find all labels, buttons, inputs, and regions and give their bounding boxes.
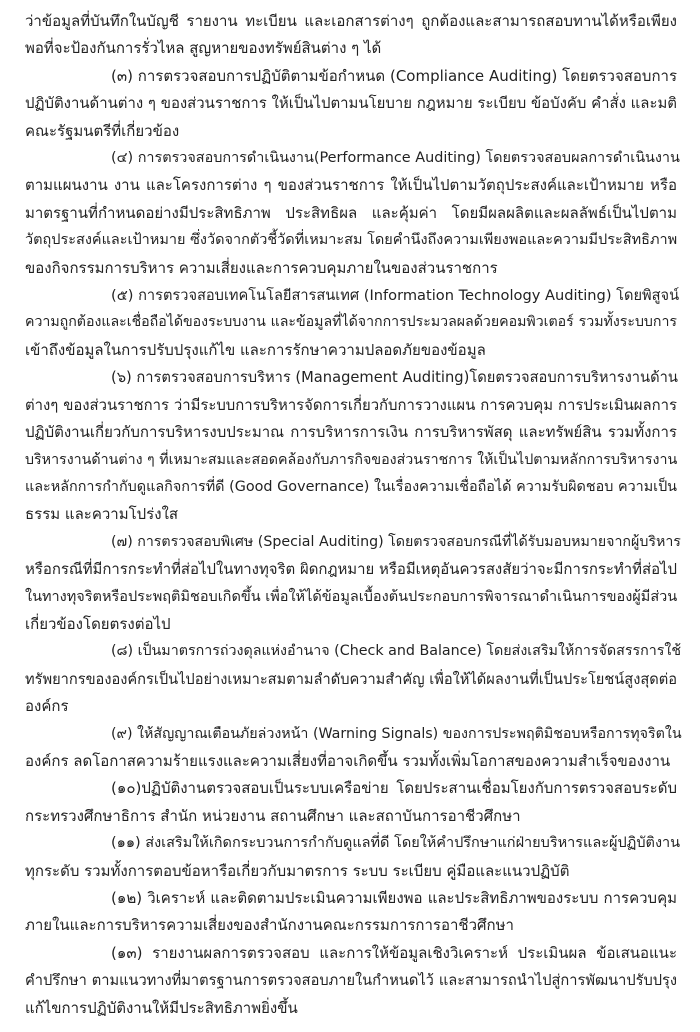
text-line: วัตถุประสงค์และเป้าหมาย ซึ่งวัดจากตัวชี้วัดที่เหมาะสม โดยคำนึงถึงความเพียงพอและความมีประสิทธิภาพ bbox=[25, 232, 678, 249]
text-line: ทรัพยากรขององค์กรเป็นไปอย่างเหมาะสมตามลำดับความสำคัญ เพื่อให้ได้ผลงานที่เป็นประโยชน์สูงสุดต่อ bbox=[25, 670, 677, 688]
paragraph-item-6-management-auditing bbox=[25, 364, 677, 528]
text-line: (๖) การตรวจสอบการบริหาร (Management Auditing)โดยตรวจสอบการบริหารงานด้าน bbox=[111, 369, 678, 387]
text-line: และหลักการกำกับดูแลกิจการที่ดี (Good Governance) ในเรื่องความเชื่อถือได้ ความรับผิดชอบ ความเป็น bbox=[25, 478, 677, 495]
paragraph-item-7-special-auditing bbox=[25, 529, 681, 639]
text-line: (๑๑) ส่งเสริมให้เกิดกระบวนการกำกับดูแลที่ดี โดยให้คำปรึกษาแก่ฝ่ายบริหารและผู้ปฏิบัติงาน bbox=[111, 835, 681, 852]
paragraph-item-11-governance bbox=[25, 830, 681, 885]
paragraph-item-4-performance-auditing bbox=[25, 145, 680, 282]
paragraph-item-12-analysis bbox=[25, 885, 677, 940]
text-line: คำปรึกษา ตามแนวทางที่มาตรฐานการตรวจสอบภายในกำหนดไว้ และสามารถนำไปสู่การพัฒนาปรับปรุง bbox=[25, 972, 677, 990]
text-line: คณะรัฐมนตรีที่เกี่ยวข้อง bbox=[25, 121, 180, 140]
text-line: ของกิจกรรมการบริหาร ความเสี่ยงและการควบคุมภายในของส่วนราชการ bbox=[25, 258, 498, 277]
text-line: (๑๐)ปฏิบัติงานตรวจสอบเป็นระบบเครือข่าย โดยประสานเชื่อมโยงกับการตรวจสอบระดับ bbox=[111, 779, 677, 798]
text-line: ต่างๆ ของส่วนราชการ ว่ามีระบบการบริหารจัดการเกี่ยวกับการวางแผน การควบคุม การประเมินผลการ bbox=[25, 395, 677, 414]
text-line: (๘) เป็นมาตรการถ่วงดุลแห่งอำนาจ (Check and Balance) โดยส่งเสริมให้การจัดสรรการใช้ bbox=[111, 643, 682, 660]
text-line: ในทางทุจริตหรือประพฤติมิชอบเกิดขึ้น เพื่อให้ได้ข้อมูลเบื้องต้นประกอบการพิจารณาดำเนินการของผู้มีส่วน bbox=[25, 588, 678, 605]
text-line: (๙) ให้สัญญาณเตือนภัยล่วงหน้า (Warning Signals) ของการประพฤติมิชอบหรือการทุจริตใน bbox=[111, 725, 682, 742]
text-line: เกี่ยวข้องโดยตรงต่อไป bbox=[25, 614, 171, 633]
paragraph-item-3-compliance-auditing bbox=[25, 63, 677, 145]
text-line: ปฏิบัติงานเกี่ยวกับการบริหารงบประมาณ การบริหารการเงิน การบริหารพัสดุ และทรัพย์สิน รวมทั้งการ bbox=[25, 423, 677, 442]
text-line: (๓) การตรวจสอบการปฏิบัติตามข้อกำหนด (Compliance Auditing) โดยตรวจสอบการ bbox=[111, 66, 677, 85]
text-line: ว่าข้อมูลที่บันทึกในบัญชี รายงาน ทะเบียน และเอกสารต่างๆ ถูกต้องและสามารถสอบทานได้หรือเพียง bbox=[25, 12, 677, 30]
paragraph-item-13-reporting bbox=[25, 940, 677, 1022]
text-line: (๗) การตรวจสอบพิเศษ (Special Auditing) โดยตรวจสอบกรณีที่ได้รับมอบหมายจากผู้บริหาร bbox=[111, 533, 681, 550]
text-line: ภายในและการบริหารความเสี่ยงของสำนักงานคณะกรรมการการอาชีวศึกษา bbox=[25, 916, 514, 935]
text-line: องค์กร ลดโอกาสความร้ายแรงและความเสี่ยงที่อาจเกิดขึ้น รวมทั้งเพิ่มโอกาสของความสำเร็จของงาน bbox=[25, 751, 671, 770]
text-line: ความถูกต้องและเชื่อถือได้ของระบบงาน และข้อมูลที่ได้จากการประมวลผลด้วยคอมพิวเตอร์ รวมทั้งระบบการ bbox=[25, 314, 677, 331]
paragraph-continuation bbox=[25, 8, 677, 63]
text-line: หรือกรณีที่มีการกระทำที่ส่อไปในทางทุจริต ผิดกฎหมาย หรือมีเหตุอันควรสงสัยว่าจะมีการกระทำที่ส่อไป bbox=[25, 560, 678, 579]
text-line: เข้าถึงข้อมูลในการปรับปรุงแก้ไข และการรักษาความปลอดภัยของข้อมูล bbox=[25, 340, 486, 359]
text-line: ปฏิบัติงานด้านต่าง ๆ ของส่วนราชการ ให้เป็นไปตามนโยบาย กฎหมาย ระเบียบ ข้อบังคับ คำสั่ง และมติ bbox=[25, 94, 677, 113]
text-line: พอที่จะป้องกันการรั่วไหล สูญหายของทรัพย์สินต่าง ๆ ได้ bbox=[25, 39, 382, 58]
paragraph-item-9-warning-signals bbox=[25, 721, 682, 776]
text-line: (๑๓) รายงานผลการตรวจสอบ และการให้ข้อมูลเชิงวิเคราะห์ ประเมินผล ข้อเสนอแนะ bbox=[111, 943, 677, 962]
text-line: บริหารงานด้านต่าง ๆ ที่เหมาะสมและสอดคล้องกับภารกิจของส่วนราชการ ให้เป็นไปตามหลักการบริหารงาน bbox=[25, 451, 678, 468]
paragraph-item-8-check-and-balance bbox=[25, 638, 682, 720]
document-page bbox=[25, 8, 682, 1022]
text-line: องค์กร bbox=[25, 697, 69, 716]
text-line: (๑๒) วิเคราะห์ และติดตามประเมินความเพียงพอ และประสิทธิภาพของระบบ การควบคุม bbox=[111, 889, 677, 907]
paragraph-item-5-it-auditing bbox=[25, 282, 680, 364]
text-line: ตามแผนงาน งาน และโครงการต่าง ๆ ของส่วนราชการ ให้เป็นไปตามวัตถุประสงค์และเป้าหมาย หรือ bbox=[25, 176, 677, 195]
text-line: แก้ไขการปฏิบัติงานให้มีประสิทธิภาพยิ่งขึ้น bbox=[25, 998, 298, 1017]
text-line: มาตรฐานที่กำหนดอย่างมีประสิทธิภาพ ประสิทธิผล และคุ้มค่า โดยมีผลผลิตและผลลัพธ์เป็นไปตาม bbox=[25, 203, 677, 222]
text-line: ทุกระดับ รวมทั้งการตอบข้อหารือเกี่ยวกับมาตรการ ระบบ ระเบียบ คู่มือและแนวปฏิบัติ bbox=[25, 861, 570, 880]
text-line: กระทรวงศึกษาธิการ สำนัก หน่วยงาน สถานศึกษา และสถาบันการอาชีวศึกษา bbox=[25, 806, 521, 825]
text-line: (๔) การตรวจสอบการดำเนินงาน(Performance Auditing) โดยตรวจสอบผลการดำเนินงาน bbox=[111, 150, 680, 167]
text-line: ธรรม และความโปร่งใส bbox=[25, 505, 179, 524]
paragraph-item-10-network-auditing bbox=[25, 775, 677, 830]
text-line: (๕) การตรวจสอบเทคโนโลยีสารสนเทศ (Information Technology Auditing) โดยพิสูจน์ bbox=[111, 287, 680, 305]
